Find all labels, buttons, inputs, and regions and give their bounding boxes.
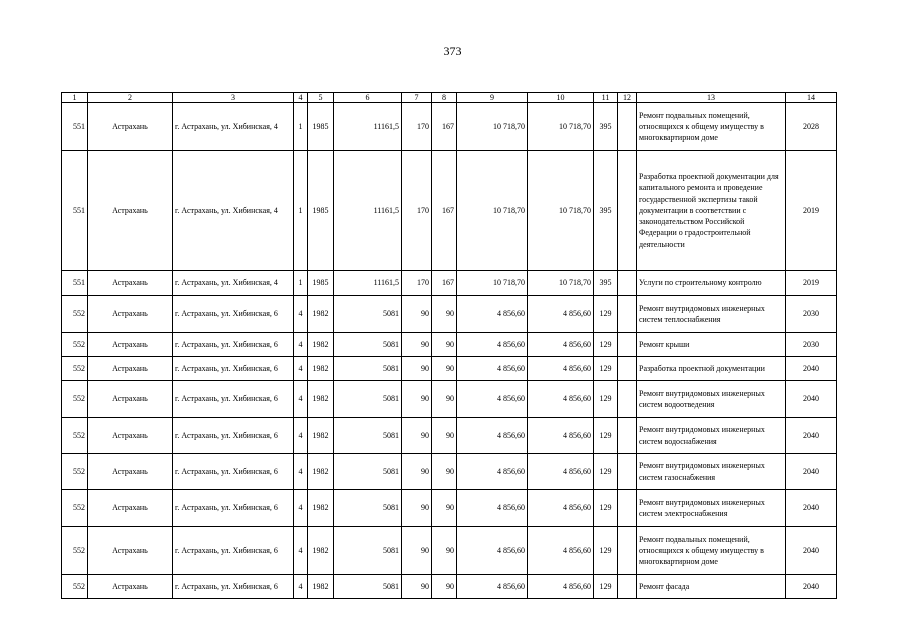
col4-cell: 4 <box>294 527 308 575</box>
col11-cell: 129 <box>594 296 618 333</box>
col4-cell: 1 <box>294 151 308 271</box>
col4-cell: 4 <box>294 333 308 357</box>
col8-cell: 90 <box>432 357 457 381</box>
col7-cell: 170 <box>402 271 432 296</box>
col8-cell: 90 <box>432 418 457 454</box>
work-type-cell: Ремонт фасада <box>637 575 786 599</box>
address-cell: г. Астрахань, ул. Хибинская, 6 <box>173 418 294 454</box>
work-type-cell: Разработка проектной документации <box>637 357 786 381</box>
column-header: 4 <box>294 93 308 103</box>
amount-cell: 10 718,70 <box>457 103 528 151</box>
table-body <box>62 93 837 599</box>
city-cell: Астрахань <box>88 454 173 490</box>
col11-cell: 129 <box>594 527 618 575</box>
col12-cell <box>618 271 637 296</box>
col7-cell: 90 <box>402 357 432 381</box>
work-type-cell: Ремонт внутридомовых инженерных систем электроснабжения <box>637 490 786 527</box>
table-row <box>62 333 837 357</box>
col12-cell <box>618 151 637 271</box>
col11-cell: 395 <box>594 271 618 296</box>
col7-cell: 90 <box>402 418 432 454</box>
plan-year-cell: 2040 <box>786 357 837 381</box>
city-cell: Астрахань <box>88 490 173 527</box>
col8-cell: 167 <box>432 103 457 151</box>
plan-year-cell: 2040 <box>786 527 837 575</box>
table-row <box>62 381 837 418</box>
plan-year-cell: 2019 <box>786 151 837 271</box>
area-cell: 5081 <box>334 333 402 357</box>
table-row <box>62 490 837 527</box>
row-number-cell: 552 <box>62 527 88 575</box>
city-cell: Астрахань <box>88 271 173 296</box>
amount-cell: 10 718,70 <box>457 151 528 271</box>
col11-cell: 129 <box>594 333 618 357</box>
col11-cell: 395 <box>594 151 618 271</box>
plan-year-cell: 2040 <box>786 490 837 527</box>
col7-cell: 90 <box>402 333 432 357</box>
col12-cell <box>618 357 637 381</box>
col7-cell: 90 <box>402 527 432 575</box>
year-cell: 1985 <box>308 103 334 151</box>
address-cell: г. Астрахань, ул. Хибинская, 4 <box>173 151 294 271</box>
col11-cell: 129 <box>594 418 618 454</box>
city-cell: Астрахань <box>88 418 173 454</box>
col11-cell: 129 <box>594 490 618 527</box>
table-row <box>62 575 837 599</box>
year-cell: 1985 <box>308 271 334 296</box>
year-cell: 1982 <box>308 490 334 527</box>
row-number-cell: 551 <box>62 271 88 296</box>
area-cell: 5081 <box>334 418 402 454</box>
address-cell: г. Астрахань, ул. Хибинская, 4 <box>173 103 294 151</box>
amount-total-cell: 4 856,60 <box>528 418 594 454</box>
area-cell: 5081 <box>334 381 402 418</box>
plan-year-cell: 2040 <box>786 575 837 599</box>
city-cell: Астрахань <box>88 381 173 418</box>
work-type-cell: Разработка проектной документации для капитального ремонта и проведение государственной экспертизы такой документации в соответствии с законодательством Российской Федерации о градостроительной деятельности <box>637 151 786 271</box>
amount-total-cell: 4 856,60 <box>528 527 594 575</box>
year-cell: 1982 <box>308 575 334 599</box>
col4-cell: 4 <box>294 296 308 333</box>
col11-cell: 129 <box>594 357 618 381</box>
work-type-cell: Ремонт внутридомовых инженерных систем водоснабжения <box>637 418 786 454</box>
amount-total-cell: 4 856,60 <box>528 454 594 490</box>
table-row <box>62 527 837 575</box>
row-number-cell: 551 <box>62 151 88 271</box>
amount-total-cell: 10 718,70 <box>528 103 594 151</box>
col4-cell: 4 <box>294 357 308 381</box>
address-cell: г. Астрахань, ул. Хибинская, 6 <box>173 357 294 381</box>
work-type-cell: Услуги по строительному контролю <box>637 271 786 296</box>
area-cell: 5081 <box>334 527 402 575</box>
column-header: 13 <box>637 93 786 103</box>
col4-cell: 4 <box>294 454 308 490</box>
area-cell: 11161,5 <box>334 151 402 271</box>
col4-cell: 1 <box>294 103 308 151</box>
column-header: 7 <box>402 93 432 103</box>
area-cell: 11161,5 <box>334 103 402 151</box>
col4-cell: 4 <box>294 575 308 599</box>
plan-year-cell: 2030 <box>786 333 837 357</box>
col12-cell <box>618 527 637 575</box>
col8-cell: 90 <box>432 296 457 333</box>
row-number-cell: 552 <box>62 454 88 490</box>
amount-cell: 4 856,60 <box>457 527 528 575</box>
table-row <box>62 296 837 333</box>
col8-cell: 167 <box>432 151 457 271</box>
column-header: 6 <box>334 93 402 103</box>
column-header: 12 <box>618 93 637 103</box>
row-number-cell: 552 <box>62 381 88 418</box>
column-header: 8 <box>432 93 457 103</box>
work-type-cell: Ремонт крыши <box>637 333 786 357</box>
table-row <box>62 357 837 381</box>
amount-cell: 4 856,60 <box>457 490 528 527</box>
col8-cell: 90 <box>432 527 457 575</box>
year-cell: 1985 <box>308 151 334 271</box>
column-header: 10 <box>528 93 594 103</box>
amount-cell: 10 718,70 <box>457 271 528 296</box>
address-cell: г. Астрахань, ул. Хибинская, 6 <box>173 454 294 490</box>
amount-cell: 4 856,60 <box>457 418 528 454</box>
plan-year-cell: 2030 <box>786 296 837 333</box>
work-type-cell: Ремонт подвальных помещений, относящихся к общему имуществу в многоквартирном доме <box>637 527 786 575</box>
table-row <box>62 103 837 151</box>
address-cell: г. Астрахань, ул. Хибинская, 6 <box>173 575 294 599</box>
table-row <box>62 418 837 454</box>
row-number-cell: 551 <box>62 103 88 151</box>
col4-cell: 4 <box>294 418 308 454</box>
col12-cell <box>618 296 637 333</box>
year-cell: 1982 <box>308 357 334 381</box>
table-row <box>62 271 837 296</box>
col12-cell <box>618 454 637 490</box>
amount-cell: 4 856,60 <box>457 381 528 418</box>
col12-cell <box>618 333 637 357</box>
column-header: 5 <box>308 93 334 103</box>
address-cell: г. Астрахань, ул. Хибинская, 4 <box>173 271 294 296</box>
year-cell: 1982 <box>308 296 334 333</box>
col12-cell <box>618 103 637 151</box>
city-cell: Астрахань <box>88 296 173 333</box>
amount-total-cell: 4 856,60 <box>528 296 594 333</box>
column-header: 11 <box>594 93 618 103</box>
col8-cell: 90 <box>432 381 457 418</box>
col7-cell: 90 <box>402 381 432 418</box>
plan-year-cell: 2019 <box>786 271 837 296</box>
address-cell: г. Астрахань, ул. Хибинская, 6 <box>173 381 294 418</box>
amount-total-cell: 10 718,70 <box>528 151 594 271</box>
col12-cell <box>618 381 637 418</box>
area-cell: 5081 <box>334 296 402 333</box>
col12-cell <box>618 575 637 599</box>
amount-cell: 4 856,60 <box>457 333 528 357</box>
city-cell: Астрахань <box>88 357 173 381</box>
city-cell: Астрахань <box>88 333 173 357</box>
column-number-header-row <box>62 93 837 103</box>
col11-cell: 129 <box>594 575 618 599</box>
area-cell: 11161,5 <box>334 271 402 296</box>
col11-cell: 129 <box>594 381 618 418</box>
col8-cell: 90 <box>432 333 457 357</box>
amount-total-cell: 4 856,60 <box>528 381 594 418</box>
col11-cell: 129 <box>594 454 618 490</box>
amount-total-cell: 4 856,60 <box>528 490 594 527</box>
plan-year-cell: 2028 <box>786 103 837 151</box>
row-number-cell: 552 <box>62 418 88 454</box>
row-number-cell: 552 <box>62 296 88 333</box>
amount-cell: 4 856,60 <box>457 357 528 381</box>
col7-cell: 90 <box>402 454 432 490</box>
area-cell: 5081 <box>334 454 402 490</box>
area-cell: 5081 <box>334 575 402 599</box>
address-cell: г. Астрахань, ул. Хибинская, 6 <box>173 296 294 333</box>
column-header: 2 <box>88 93 173 103</box>
city-cell: Астрахань <box>88 151 173 271</box>
plan-year-cell: 2040 <box>786 381 837 418</box>
row-number-cell: 552 <box>62 333 88 357</box>
column-header: 1 <box>62 93 88 103</box>
year-cell: 1982 <box>308 381 334 418</box>
amount-cell: 4 856,60 <box>457 575 528 599</box>
col12-cell <box>618 490 637 527</box>
column-header: 14 <box>786 93 837 103</box>
row-number-cell: 552 <box>62 575 88 599</box>
col4-cell: 4 <box>294 490 308 527</box>
amount-total-cell: 4 856,60 <box>528 357 594 381</box>
city-cell: Астрахань <box>88 575 173 599</box>
amount-total-cell: 4 856,60 <box>528 333 594 357</box>
col8-cell: 90 <box>432 575 457 599</box>
address-cell: г. Астрахань, ул. Хибинская, 6 <box>173 527 294 575</box>
amount-total-cell: 4 856,60 <box>528 575 594 599</box>
column-header: 9 <box>457 93 528 103</box>
col7-cell: 90 <box>402 296 432 333</box>
year-cell: 1982 <box>308 418 334 454</box>
plan-year-cell: 2040 <box>786 454 837 490</box>
row-number-cell: 552 <box>62 357 88 381</box>
row-number-cell: 552 <box>62 490 88 527</box>
address-cell: г. Астрахань, ул. Хибинская, 6 <box>173 333 294 357</box>
work-type-cell: Ремонт подвальных помещений, относящихся к общему имуществу в многоквартирном доме <box>637 103 786 151</box>
amount-cell: 4 856,60 <box>457 296 528 333</box>
area-cell: 5081 <box>334 357 402 381</box>
year-cell: 1982 <box>308 333 334 357</box>
col8-cell: 90 <box>432 490 457 527</box>
col7-cell: 90 <box>402 490 432 527</box>
work-type-cell: Ремонт внутридомовых инженерных систем газоснабжения <box>637 454 786 490</box>
col8-cell: 90 <box>432 454 457 490</box>
col11-cell: 395 <box>594 103 618 151</box>
capital-repair-table <box>61 92 837 599</box>
col4-cell: 4 <box>294 381 308 418</box>
city-cell: Астрахань <box>88 527 173 575</box>
col4-cell: 1 <box>294 271 308 296</box>
address-cell: г. Астрахань, ул. Хибинская, 6 <box>173 490 294 527</box>
column-header: 3 <box>173 93 294 103</box>
amount-cell: 4 856,60 <box>457 454 528 490</box>
table-row <box>62 454 837 490</box>
city-cell: Астрахань <box>88 103 173 151</box>
year-cell: 1982 <box>308 454 334 490</box>
work-type-cell: Ремонт внутридомовых инженерных систем водоотведения <box>637 381 786 418</box>
col7-cell: 90 <box>402 575 432 599</box>
col7-cell: 170 <box>402 151 432 271</box>
year-cell: 1982 <box>308 527 334 575</box>
col8-cell: 167 <box>432 271 457 296</box>
table-row <box>62 151 837 271</box>
page-number: 373 <box>443 44 462 58</box>
col12-cell <box>618 418 637 454</box>
col7-cell: 170 <box>402 103 432 151</box>
area-cell: 5081 <box>334 490 402 527</box>
amount-total-cell: 10 718,70 <box>528 271 594 296</box>
work-type-cell: Ремонт внутридомовых инженерных систем теплоснабжения <box>637 296 786 333</box>
plan-year-cell: 2040 <box>786 418 837 454</box>
